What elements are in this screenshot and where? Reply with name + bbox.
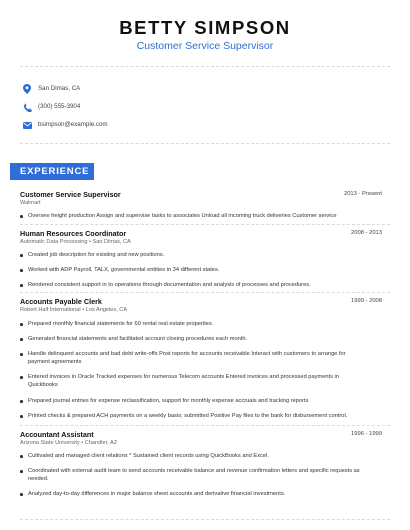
divider [20, 425, 390, 426]
job-company: Automatic Data Processing • San Dimas, CA [20, 239, 131, 245]
job-bullet: Handle delinquent accounts and bad debt write-offs Post reports for accounts receivable Interact with customers to arrange for payment agreements [20, 350, 360, 367]
email-icon [22, 120, 32, 130]
email-text[interactable]: bsimpson@example.com [38, 121, 108, 128]
job-dates: 1999 - 2008 [351, 298, 382, 304]
bullet-dot [20, 455, 23, 458]
job-bullet: Prepared journal entries for expense reclassification, support for monthly expense accruals and tracking reports [20, 397, 360, 405]
job-title: Accountant Assistant [20, 430, 94, 439]
location-pin-icon [22, 84, 32, 94]
job-bullet: Oversee freight production Assign and supervise tasks to associates Unload all incoming truck deliveries Customer service [20, 212, 360, 220]
company-name: Automatic Data Processing [20, 239, 88, 245]
divider [20, 224, 390, 225]
bullet-dot [20, 215, 23, 218]
job-company: Robert Half International • Los Angeles, CA [20, 307, 128, 313]
company-location: San Dimas, CA [92, 239, 131, 245]
job-bullet: Prepared monthly financial statements for 60 rental real estate properties. [20, 320, 360, 328]
company-name: Walmart [20, 200, 41, 206]
bullet-dot [20, 269, 23, 272]
location-text: San Dimas, CA [38, 85, 81, 92]
contact-email[interactable] [22, 119, 108, 131]
job-dates: 2008 - 2013 [351, 230, 382, 236]
contact-location [22, 83, 81, 95]
bullet-dot [20, 353, 23, 356]
job-bullet: Cultivated and managed client relations * Sustained client records using QuickBooks and Excel. [20, 452, 360, 460]
job-bullet: Printed checks & prepared ACH payments on a weekly basis; submitted Positive Pay files to the bank for disbursement control. [20, 412, 360, 420]
job-bullet: Created job description for existing and new positions. [20, 251, 360, 259]
job-dates: 2013 - Present [343, 191, 382, 197]
experience-heading: EXPERIENCE [10, 163, 94, 180]
divider [20, 519, 390, 520]
job-company [20, 200, 41, 206]
bullet-dot [20, 400, 23, 403]
job-title: Human Resources Coordinator [20, 229, 127, 238]
job-bullet: Generated financial statements and facilitated account closing procedures each month. [20, 335, 360, 343]
divider [20, 143, 390, 144]
candidate-title: Customer Service Supervisor [136, 40, 274, 52]
job-bullet: Analyzed day-to-day differences in major balance sheet accounts and derivative financial investments. [20, 490, 360, 498]
bullet-dot [20, 254, 23, 257]
candidate-name: BETTY SIMPSON [119, 17, 291, 38]
divider [20, 66, 390, 67]
job-bullet: Coordinated with external audit team to send accounts receivable balance and revenue confirmation letters and specific requests as needed. [20, 467, 360, 484]
company-name: Arizona State University [20, 440, 80, 446]
company-location: Chandler, AZ [84, 440, 118, 446]
company-name: Robert Half International [20, 307, 81, 313]
bullet-dot [20, 493, 23, 496]
contact-phone [22, 101, 81, 113]
bullet-dot [20, 323, 23, 326]
bullet-dot [20, 376, 23, 379]
job-bullet: Rendered consistent support in to operations through documentation and analysis of processes and procedures. [20, 281, 360, 289]
job-title: Accounts Payable Clerk [20, 297, 102, 306]
job-bullet: Worked with ADP Payroll, TALX, governmental entities in 34 different states. [20, 266, 360, 274]
bullet-dot [20, 415, 23, 418]
bullet-dot [20, 338, 23, 341]
job-bullet: Entered invoices in Oracle Tracked expenses for numerous Telecom accounts Entered invoices and processed payments in Quickbooks [20, 373, 360, 390]
company-location: Los Angeles, CA [85, 307, 128, 313]
phone-icon [22, 102, 32, 112]
divider [20, 292, 390, 293]
bullet-dot [20, 470, 23, 473]
job-company: Arizona State University • Chandler, AZ [20, 440, 118, 446]
job-title: Customer Service Supervisor [20, 190, 121, 199]
phone-text: (300) 555-3904 [38, 103, 81, 110]
job-dates: 1996 - 1999 [351, 431, 382, 437]
bullet-dot [20, 284, 23, 287]
